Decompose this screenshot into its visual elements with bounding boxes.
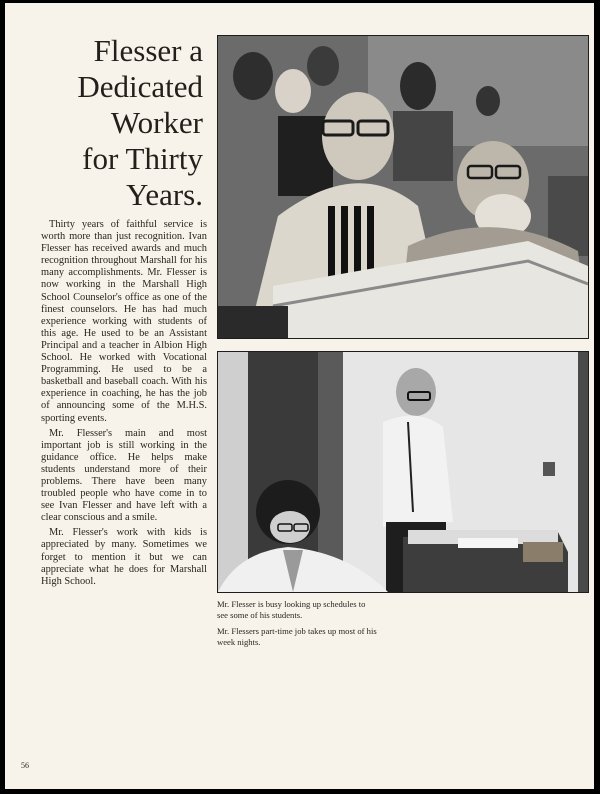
headline-line: Worker xyxy=(110,105,203,140)
photo-announcers xyxy=(217,35,589,339)
photo-caption: Mr. Flesser is busy looking up schedules to see some of his students. xyxy=(217,599,366,620)
yearbook-page xyxy=(5,3,594,789)
article-body xyxy=(41,219,207,591)
photo-guidance-office xyxy=(217,351,589,593)
article-paragraph: Thirty years of faithful service is worth more than just recognition. Ivan Flesser has received awards and much recognition throughout Marshall for his many accomplishments. Mr. Flesser is now working in the Marshall High School Counselor's office as one of the finest counselors. He has had much experience working with students of this age. He used to be an Assistant Principal and a teacher in Albion High School. He worked with Vocational Programming. He used to be a basketball and baseball coach. With his experience in coaching, he has the job of announcing some of the M.H.S. sporting events. xyxy=(41,219,207,424)
article-paragraph: Mr. Flesser's work with kids is appreciated by many. Sometimes we forget to mention it but we can appreciate what he does for Marshall High School. xyxy=(41,527,207,587)
page-number: 56 xyxy=(21,761,29,770)
headline xyxy=(21,33,203,213)
headline-line: Dedicated xyxy=(77,69,203,104)
headline-line: Years. xyxy=(126,177,203,212)
article-paragraph: Mr. Flesser's main and most important job is still working in the guidance office. He helps make students understand more of their problems. There have been many troubled people who have come in to see Ivan Flesser and have left with a clear conscious and a smile. xyxy=(41,427,207,524)
photo-caption: Mr. Flessers part-time job takes up most of his week nights. xyxy=(217,626,377,647)
headline-line: Flesser a xyxy=(93,33,203,68)
headline-line: for Thirty xyxy=(82,141,203,176)
